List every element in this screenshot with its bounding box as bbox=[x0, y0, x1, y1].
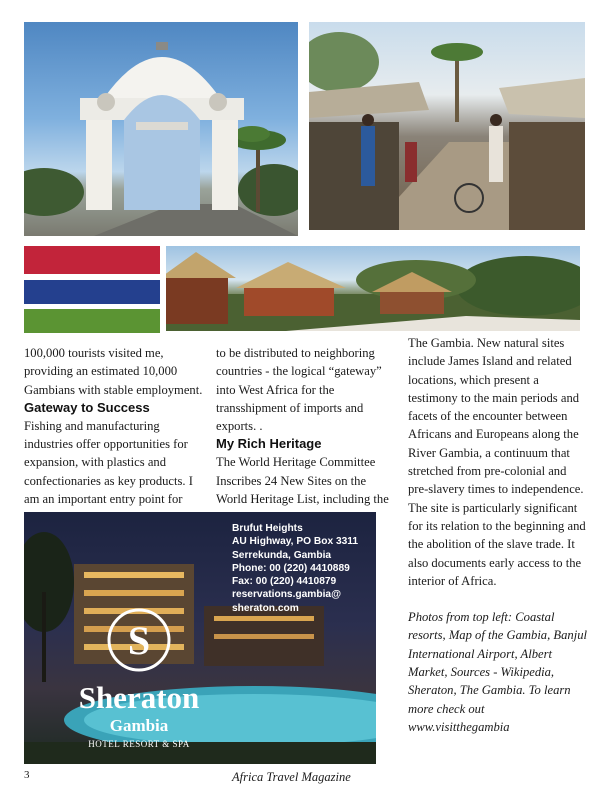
flag-blue-band bbox=[24, 280, 160, 304]
sheraton-contact-block bbox=[232, 522, 372, 615]
heading-my-rich-heritage: My Rich Heritage bbox=[216, 436, 322, 452]
resort-photo bbox=[166, 246, 580, 331]
article-column-3 bbox=[408, 334, 588, 736]
column-2-paragraph-1: to be distributed to neighboring countries - the logical “gateway” into West Africa for the transshipment of imports and exports. . bbox=[216, 346, 382, 434]
column-1-paragraph-1: 100,000 tourists visited me, providing an estimated 10,000 Gambians with stable employment. bbox=[24, 346, 203, 397]
flag-red-band bbox=[24, 246, 160, 274]
market-photo bbox=[309, 22, 585, 230]
heading-gateway-to-success: Gateway to Success bbox=[24, 399, 150, 415]
sheraton-s-logo-icon: S bbox=[127, 618, 151, 663]
contact-email-domain: sheraton.com bbox=[232, 602, 299, 614]
contact-fax: Fax: 00 (220) 4410879 bbox=[232, 576, 337, 588]
column-3-paragraph-1: The Gambia. New natural sites include James Island and related locations, which present a testimony to the main periods and facets of the encounter between Africans and Europeans along the River Gambia, a continuum that stretched from pre-colonial and pre-slavery times to independence. The site is particularly significant for its relation to the beginning and the abolition of the slave trade. It also documents early access to the interior of Africa. bbox=[408, 336, 586, 588]
arch-photo bbox=[24, 22, 298, 236]
sheraton-ad bbox=[24, 512, 376, 764]
contact-email: reservations.gambia@ bbox=[232, 589, 342, 601]
contact-line: Brufut Heights bbox=[232, 523, 303, 534]
magazine-name: Africa Travel Magazine bbox=[232, 770, 351, 784]
sheraton-brand: Sheraton bbox=[78, 680, 200, 715]
article-column-2 bbox=[216, 344, 396, 527]
resort-illustration bbox=[166, 246, 580, 331]
column-1-paragraph-2: Fishing and manufacturing industries offer opportunities for expansion, with plastics and confectionaries as key products. I am an important entry point for bbox=[24, 418, 193, 507]
arch-illustration bbox=[24, 22, 298, 236]
sheraton-tagline: HOTEL RESORT & SPA bbox=[88, 739, 190, 749]
contact-phone: Phone: 00 (220) 4410889 bbox=[232, 562, 350, 574]
sheraton-location: Gambia bbox=[109, 716, 169, 735]
photo-caption: Photos from top left: Coastal resorts, Map of the Gambia, Banjul International Airport, Albert Market, Sources - Wikipedia, Sheraton, The Gambia. To learn more check out www.visitthegambia bbox=[408, 610, 587, 734]
page-number: 3 bbox=[24, 769, 30, 781]
contact-line: AU Highway, PO Box 3311 bbox=[232, 536, 359, 548]
article-column-1 bbox=[24, 344, 204, 527]
contact-line: Serrekunda, Gambia bbox=[232, 549, 332, 561]
flag-green-band bbox=[24, 309, 160, 333]
market-illustration bbox=[309, 22, 585, 230]
column-2-paragraph-2: The World Heritage Committee Inscribes 24 New Sites on the World Heritage List, including the bbox=[216, 455, 389, 507]
